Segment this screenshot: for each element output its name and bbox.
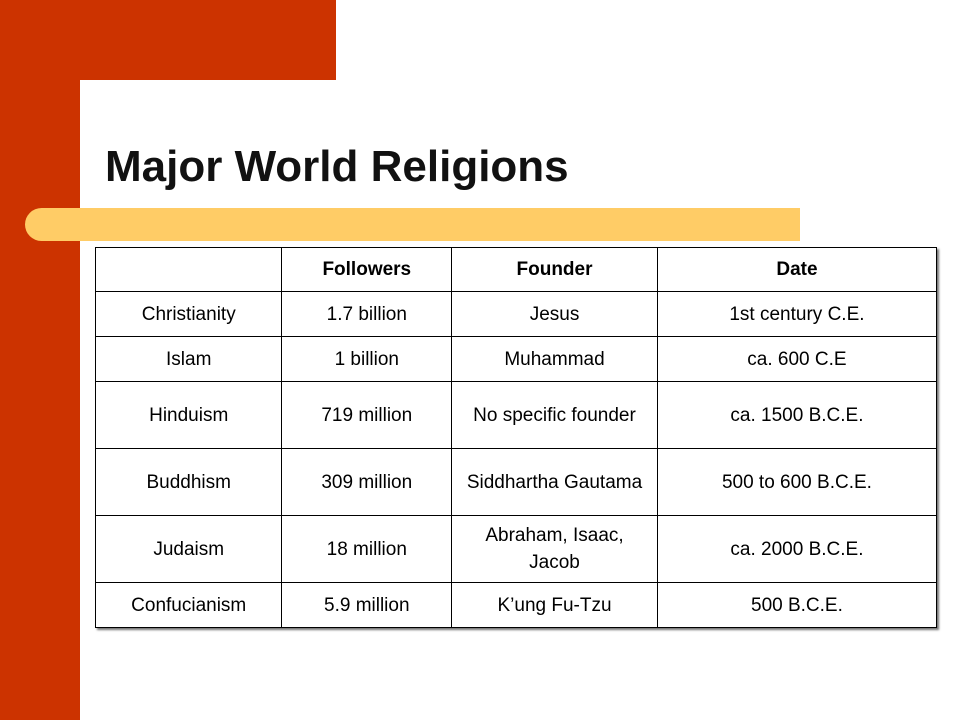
religion-cell: Hinduism (96, 382, 282, 449)
table-row (96, 292, 937, 337)
header-cell-followers: Followers (282, 248, 452, 292)
table-row (96, 516, 937, 583)
header-cell-blank (96, 248, 282, 292)
followers-cell: 309 million (282, 449, 452, 516)
followers-cell: 5.9 million (282, 583, 452, 628)
left-sidebar-bar (0, 0, 80, 720)
table-header-row (96, 248, 937, 292)
founder-cell: Siddhartha Gautama (452, 449, 658, 516)
header-cell-founder: Founder (452, 248, 658, 292)
header-cell-date: Date (657, 248, 936, 292)
religion-table (95, 247, 937, 628)
founder-cell: K’ung Fu-Tzu (452, 583, 658, 628)
table-row (96, 449, 937, 516)
founder-cell: No specific founder (452, 382, 658, 449)
followers-cell: 1.7 billion (282, 292, 452, 337)
religion-cell: Judaism (96, 516, 282, 583)
table-row (96, 382, 937, 449)
date-cell: 500 B.C.E. (657, 583, 936, 628)
religion-cell: Christianity (96, 292, 282, 337)
founder-cell: Jesus (452, 292, 658, 337)
table-row (96, 337, 937, 382)
date-cell: 500 to 600 B.C.E. (657, 449, 936, 516)
founder-cell: Muhammad (452, 337, 658, 382)
founder-cell: Abraham, Isaac, Jacob (452, 516, 658, 583)
date-cell: 1st century C.E. (657, 292, 936, 337)
top-corner-bar (0, 0, 336, 80)
religion-cell: Islam (96, 337, 282, 382)
religion-cell: Confucianism (96, 583, 282, 628)
religion-cell: Buddhism (96, 449, 282, 516)
table-row (96, 583, 937, 628)
followers-cell: 1 billion (282, 337, 452, 382)
date-cell: ca. 2000 B.C.E. (657, 516, 936, 583)
date-cell: ca. 600 C.E (657, 337, 936, 382)
slide-title: Major World Religions (105, 142, 569, 191)
date-cell: ca. 1500 B.C.E. (657, 382, 936, 449)
followers-cell: 18 million (282, 516, 452, 583)
followers-cell: 719 million (282, 382, 452, 449)
title-accent-line (25, 208, 800, 241)
